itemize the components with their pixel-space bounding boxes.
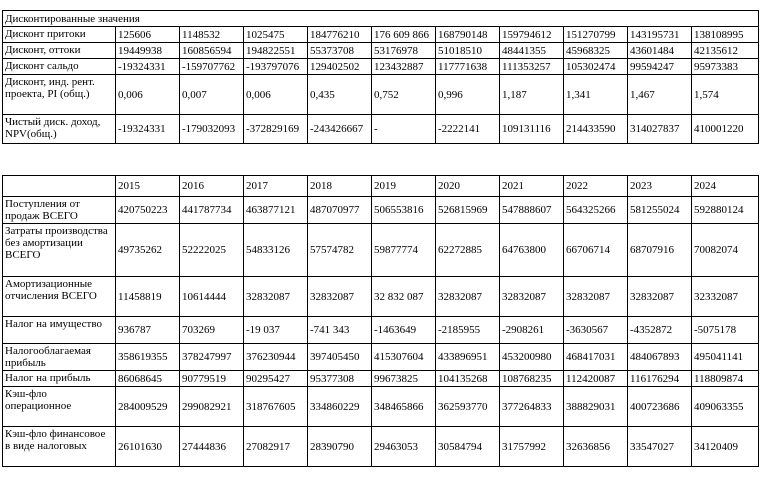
value-cell: 27444836 bbox=[180, 427, 244, 467]
value-cell: 66706714 bbox=[564, 224, 628, 277]
value-cell: 415307604 bbox=[372, 344, 436, 371]
value-cell: -159707762 bbox=[180, 59, 244, 75]
value-cell: 299082921 bbox=[180, 387, 244, 427]
row-label: Налог на имущество bbox=[3, 317, 116, 344]
year-header-row bbox=[3, 176, 759, 197]
value-cell: 1025475 bbox=[244, 27, 308, 43]
year-header-cell: 2022 bbox=[564, 176, 628, 197]
value-cell: -19324331 bbox=[116, 115, 180, 144]
row-label: Чистый диск. доход, NPV(общ.) bbox=[3, 115, 116, 144]
value-cell: 484067893 bbox=[628, 344, 692, 371]
year-header-cell: 2023 bbox=[628, 176, 692, 197]
value-cell: -2185955 bbox=[436, 317, 500, 344]
year-header-cell: 2017 bbox=[244, 176, 308, 197]
row-label: Дисконт, оттоки bbox=[3, 43, 116, 59]
value-cell: 32636856 bbox=[564, 427, 628, 467]
value-cell: 95377308 bbox=[308, 371, 372, 387]
value-cell: 32332087 bbox=[692, 277, 759, 317]
value-cell: 112420087 bbox=[564, 371, 628, 387]
value-cell: 168790148 bbox=[436, 27, 500, 43]
value-cell: 10614444 bbox=[180, 277, 244, 317]
value-cell: 111353257 bbox=[500, 59, 564, 75]
value-cell: 936787 bbox=[116, 317, 180, 344]
value-cell: 99673825 bbox=[372, 371, 436, 387]
value-cell: 32 832 087 bbox=[372, 277, 436, 317]
value-cell: 1,467 bbox=[628, 75, 692, 115]
row-label: Затраты производства без амортизации ВСЕГО bbox=[3, 224, 116, 277]
value-cell: 109131116 bbox=[500, 115, 564, 144]
value-cell: 397405450 bbox=[308, 344, 372, 371]
value-cell: 49735262 bbox=[116, 224, 180, 277]
value-cell: 409063355 bbox=[692, 387, 759, 427]
value-cell: 703269 bbox=[180, 317, 244, 344]
value-cell: 33547027 bbox=[628, 427, 692, 467]
value-cell: 362593770 bbox=[436, 387, 500, 427]
year-header-cell: 2018 bbox=[308, 176, 372, 197]
value-cell: 143195731 bbox=[628, 27, 692, 43]
header-empty-cell bbox=[3, 176, 116, 197]
value-cell: -3630567 bbox=[564, 317, 628, 344]
value-cell: 1,341 bbox=[564, 75, 628, 115]
year-header-cell: 2024 bbox=[692, 176, 759, 197]
table-row bbox=[3, 43, 759, 59]
value-cell: 453200980 bbox=[500, 344, 564, 371]
value-cell: 400723686 bbox=[628, 387, 692, 427]
row-label: Дисконт, инд. рент. проекта, PI (общ.) bbox=[3, 75, 116, 115]
row-label: Налог на прибыль bbox=[3, 371, 116, 387]
value-cell: 348465866 bbox=[372, 387, 436, 427]
value-cell: 55373708 bbox=[308, 43, 372, 59]
value-cell: 51018510 bbox=[436, 43, 500, 59]
table-row bbox=[3, 427, 759, 467]
row-label: Амортизационные отчисления ВСЕГО bbox=[3, 277, 116, 317]
value-cell: 108768235 bbox=[500, 371, 564, 387]
value-cell: 1148532 bbox=[180, 27, 244, 43]
table-row bbox=[3, 115, 759, 144]
value-cell: 160856594 bbox=[180, 43, 244, 59]
table-row bbox=[3, 59, 759, 75]
value-cell: 62272885 bbox=[436, 224, 500, 277]
value-cell: 1,187 bbox=[500, 75, 564, 115]
value-cell: -243426667 bbox=[308, 115, 372, 144]
value-cell: 57574782 bbox=[308, 224, 372, 277]
discounted-values-table bbox=[2, 10, 759, 144]
value-cell: 34120409 bbox=[692, 427, 759, 467]
value-cell: 86068645 bbox=[116, 371, 180, 387]
value-cell: 28390790 bbox=[308, 427, 372, 467]
value-cell: -4352872 bbox=[628, 317, 692, 344]
value-cell: 194822551 bbox=[244, 43, 308, 59]
value-cell: 99594247 bbox=[628, 59, 692, 75]
year-header-cell: 2020 bbox=[436, 176, 500, 197]
value-cell: -741 343 bbox=[308, 317, 372, 344]
value-cell: 42135612 bbox=[692, 43, 759, 59]
value-cell: 358619355 bbox=[116, 344, 180, 371]
row-label: Поступления от продаж ВСЕГО bbox=[3, 197, 116, 224]
value-cell: 526815969 bbox=[436, 197, 500, 224]
value-cell: 90295427 bbox=[244, 371, 308, 387]
year-header-cell: 2015 bbox=[116, 176, 180, 197]
value-cell: 378247997 bbox=[180, 344, 244, 371]
value-cell: 0,752 bbox=[372, 75, 436, 115]
value-cell: 54833126 bbox=[244, 224, 308, 277]
year-header-cell: 2016 bbox=[180, 176, 244, 197]
value-cell: 32832087 bbox=[308, 277, 372, 317]
value-cell: -1463649 bbox=[372, 317, 436, 344]
row-label: Дисконт сальдо bbox=[3, 59, 116, 75]
value-cell: -372829169 bbox=[244, 115, 308, 144]
value-cell: 433896951 bbox=[436, 344, 500, 371]
value-cell: 117771638 bbox=[436, 59, 500, 75]
value-cell: 32832087 bbox=[244, 277, 308, 317]
value-cell: 26101630 bbox=[116, 427, 180, 467]
value-cell: 32832087 bbox=[628, 277, 692, 317]
value-cell: 90779519 bbox=[180, 371, 244, 387]
value-cell: 118809874 bbox=[692, 371, 759, 387]
value-cell: 0,007 bbox=[180, 75, 244, 115]
value-cell: 506553816 bbox=[372, 197, 436, 224]
table-row bbox=[3, 317, 759, 344]
table-row bbox=[3, 387, 759, 427]
value-cell: 48441355 bbox=[500, 43, 564, 59]
value-cell: 31757992 bbox=[500, 427, 564, 467]
value-cell: 184776210 bbox=[308, 27, 372, 43]
financial-flows-table bbox=[2, 175, 759, 467]
value-cell: 68707916 bbox=[628, 224, 692, 277]
value-cell: 95973383 bbox=[692, 59, 759, 75]
value-cell: 151270799 bbox=[564, 27, 628, 43]
value-cell: 104135268 bbox=[436, 371, 500, 387]
table-row bbox=[3, 197, 759, 224]
value-cell: 468417031 bbox=[564, 344, 628, 371]
value-cell: 32832087 bbox=[564, 277, 628, 317]
value-cell: 420750223 bbox=[116, 197, 180, 224]
value-cell: 43601484 bbox=[628, 43, 692, 59]
value-cell: 59877774 bbox=[372, 224, 436, 277]
value-cell: 334860229 bbox=[308, 387, 372, 427]
table-title: Дисконтированные значения bbox=[3, 11, 759, 27]
value-cell: -193797076 bbox=[244, 59, 308, 75]
value-cell: -2908261 bbox=[500, 317, 564, 344]
value-cell: 318767605 bbox=[244, 387, 308, 427]
row-label: Дисконт притоки bbox=[3, 27, 116, 43]
value-cell: 314027837 bbox=[628, 115, 692, 144]
value-cell: 592880124 bbox=[692, 197, 759, 224]
value-cell: 388829031 bbox=[564, 387, 628, 427]
value-cell: 159794612 bbox=[500, 27, 564, 43]
value-cell: 376230944 bbox=[244, 344, 308, 371]
value-cell: 0,996 bbox=[436, 75, 500, 115]
table-row bbox=[3, 344, 759, 371]
table-row bbox=[3, 224, 759, 277]
value-cell: 30584794 bbox=[436, 427, 500, 467]
row-label: Налогооблагаемая прибыль bbox=[3, 344, 116, 371]
value-cell: -19 037 bbox=[244, 317, 308, 344]
value-cell: 45968325 bbox=[564, 43, 628, 59]
value-cell: 32832087 bbox=[500, 277, 564, 317]
value-cell: 0,435 bbox=[308, 75, 372, 115]
value-cell: 410001220 bbox=[692, 115, 759, 144]
value-cell: 32832087 bbox=[436, 277, 500, 317]
year-header-cell: 2019 bbox=[372, 176, 436, 197]
value-cell: -179032093 bbox=[180, 115, 244, 144]
value-cell: 495041141 bbox=[692, 344, 759, 371]
value-cell: 0,006 bbox=[244, 75, 308, 115]
table-row bbox=[3, 277, 759, 317]
value-cell: 138108995 bbox=[692, 27, 759, 43]
value-cell: - bbox=[372, 115, 436, 144]
value-cell: 11458819 bbox=[116, 277, 180, 317]
value-cell: 53176978 bbox=[372, 43, 436, 59]
value-cell: -5075178 bbox=[692, 317, 759, 344]
value-cell: 564325266 bbox=[564, 197, 628, 224]
value-cell: 70082074 bbox=[692, 224, 759, 277]
value-cell: 105302474 bbox=[564, 59, 628, 75]
value-cell: 284009529 bbox=[116, 387, 180, 427]
value-cell: 1,574 bbox=[692, 75, 759, 115]
value-cell: 0,006 bbox=[116, 75, 180, 115]
value-cell: 123432887 bbox=[372, 59, 436, 75]
value-cell: -19324331 bbox=[116, 59, 180, 75]
value-cell: 116176294 bbox=[628, 371, 692, 387]
row-label: Кэш-фло финансовое в виде налоговых bbox=[3, 427, 116, 467]
value-cell: 129402502 bbox=[308, 59, 372, 75]
value-cell: 29463053 bbox=[372, 427, 436, 467]
value-cell: 125606 bbox=[116, 27, 180, 43]
row-label: Кэш-фло операционное bbox=[3, 387, 116, 427]
year-header-cell: 2021 bbox=[500, 176, 564, 197]
value-cell: 377264833 bbox=[500, 387, 564, 427]
value-cell: 214433590 bbox=[564, 115, 628, 144]
table-row bbox=[3, 75, 759, 115]
value-cell: 64763800 bbox=[500, 224, 564, 277]
value-cell: 487070977 bbox=[308, 197, 372, 224]
value-cell: 27082917 bbox=[244, 427, 308, 467]
value-cell: 19449938 bbox=[116, 43, 180, 59]
value-cell: 176 609 866 bbox=[372, 27, 436, 43]
value-cell: 547888607 bbox=[500, 197, 564, 224]
value-cell: -2222141 bbox=[436, 115, 500, 144]
value-cell: 52222025 bbox=[180, 224, 244, 277]
value-cell: 463877121 bbox=[244, 197, 308, 224]
table-title-row bbox=[3, 11, 759, 27]
table-row bbox=[3, 371, 759, 387]
table-row bbox=[3, 27, 759, 43]
value-cell: 581255024 bbox=[628, 197, 692, 224]
value-cell: 441787734 bbox=[180, 197, 244, 224]
